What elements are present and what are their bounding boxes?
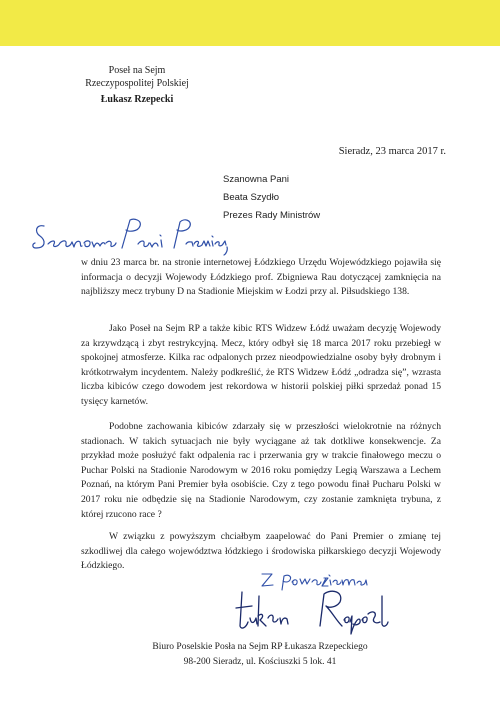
signature-drawing (232, 586, 392, 636)
paragraph-1-text: w dniu 23 marca br. na stronie internetowej Łódzkiego Urzędu Wojewódzkiego pojawiła się informacja o decyzji Wojewody Łódzkiego prof. Zbigniewa Rau dotyczącej zamknięcia na najbliższy mecz trybuny D na Stadionie Miejskim w Łodzi przy al. Piłsudskiego 138. (81, 257, 441, 298)
footer-block (110, 640, 410, 669)
sender-block (70, 64, 204, 106)
paragraph-2-text: Jako Poseł na Sejm RP a także kibic RTS Widzew Łódź uważam decyzję Wojewody za krzywdzącą i zbyt restrykcyjną. Mecz, który odbył się 18 marca 2017 roku przebiegł w spokojnej atmosferze. Kilka rac odpalonych przez nieodpowiedzialne osoby były drobnym i krótkotrwałym incydentem. Należy podkreślić, że RTS Widzew Łódź „odradza się”, wzrasta liczba kibiców czego dowodem jest rekordowa w historii polskiej piłki sprzedaż ponad 15 tysięcy karnetów. (81, 323, 441, 407)
paragraph-3-text: Podobne zachowania kibiców zdarzały się w przeszłości wielokrotnie na różnych stadionach. W takich sytuacjach nie były wyciągane aż tak dotkliwe konsekwencje. Za przykład może posłużyć fakt odpalenia rac i przerwania gry w trakcie finałowego meczu o Puchar Polski na Stadionie Narodowym w 2016 roku pomiędzy Legią Warszawa a Lechem Poznań, na którym Pani Premier była osobiście. Czy z tego powodu finał Pucharu Polski w 2017 roku nie odbędzie się na Stadionie Narodowym, czy zostanie zamknięta trybuna, z której rzucono race ? (81, 421, 441, 520)
sender-name: Łukasz Rzepecki (100, 94, 174, 105)
paragraph-3 (81, 420, 441, 522)
sender-line1: Poseł na Sejm (108, 65, 166, 76)
footer-line2: 98-200 Sieradz, ul. Kościuszki 5 lok. 41 (183, 656, 337, 667)
header-bar (0, 0, 500, 46)
recipient-name: Beata Szydło (223, 192, 279, 203)
paragraph-1 (81, 256, 441, 300)
recipient-title: Prezes Rady Ministrów (223, 210, 321, 221)
salutation-script-drawing (30, 214, 230, 258)
letter-date: Sieradz, 23 marca 2017 r. (338, 146, 446, 157)
paragraph-2 (81, 322, 441, 410)
sender-line2: Rzeczypospolitej Polskiej (85, 78, 189, 89)
paragraph-4-text: W związku z powyższym chciałbym zaapelować do Pani Premier o zmianę tej szkodliwej dla całego województwa łódzkiego i środowiska piłkarskiego decyzji Wojewody Łódzkiego. (81, 531, 441, 572)
recipient-greeting: Szanowna Pani (223, 174, 290, 185)
footer-line1: Biuro Poselskie Posła na Sejm RP Łukasza Rzepeckiego (152, 642, 368, 652)
handwritten-signature (232, 586, 392, 641)
